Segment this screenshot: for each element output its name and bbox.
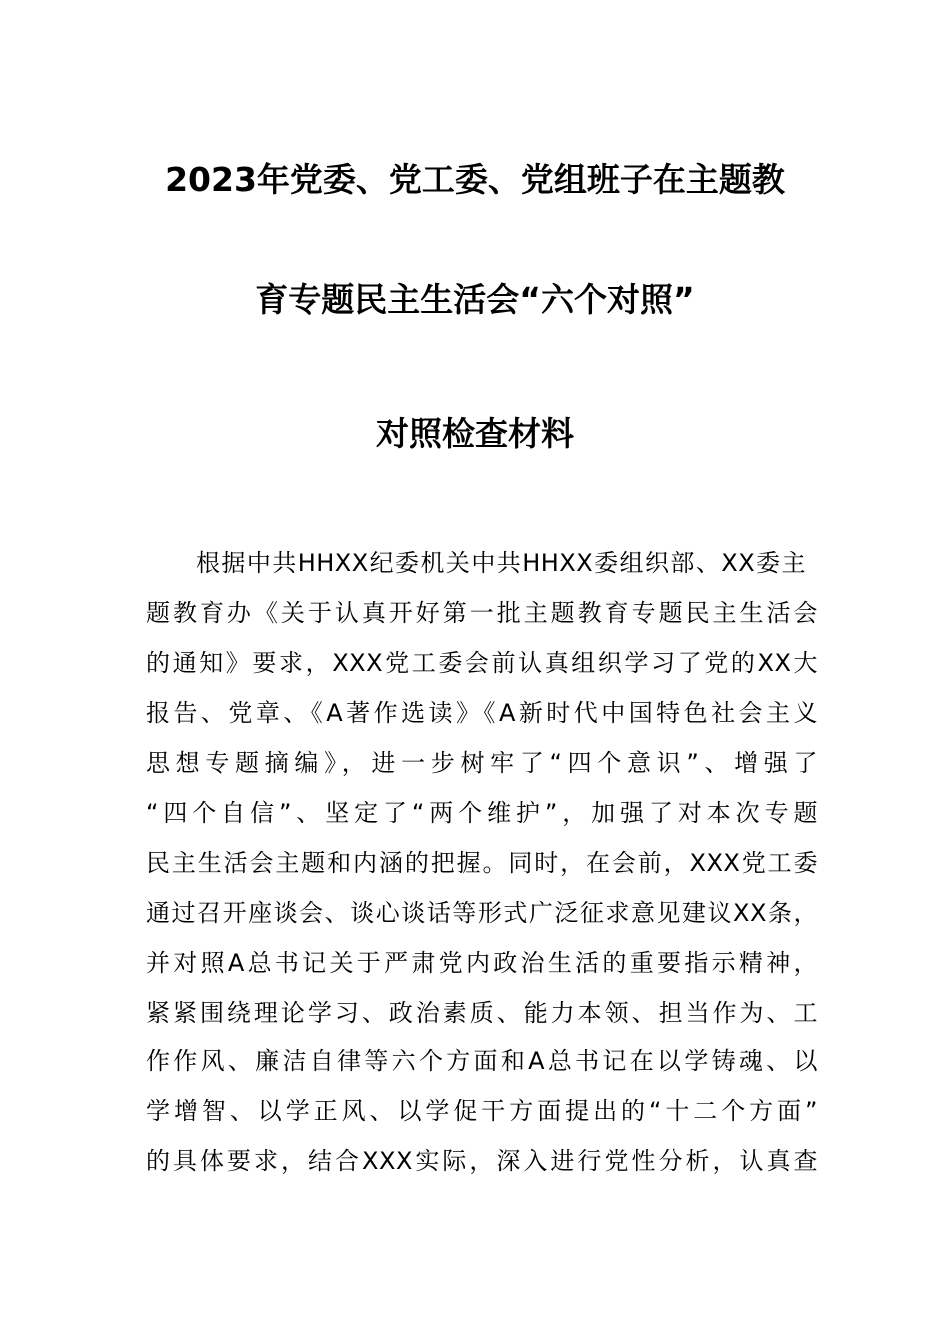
body-text-line: “四个自信”、坚定了“两个维护”，加强了对本次专题 [146,799,818,827]
body-text-line: 思想专题摘编》，进一步树牢了“四个意识”、增强了 [146,749,818,777]
body-text-line: 紧紧围绕理论学习、政治素质、能力本领、担当作为、工 [146,999,818,1027]
body-text-line: 作作风、廉洁自律等六个方面和A总书记在以学铸魂、以 [146,1047,818,1075]
body-text-line: 民主生活会主题和内涵的把握。同时，在会前，XXX党工委 [146,849,818,877]
body-text-line: 题教育办《关于认真开好第一批主题教育专题民主生活会 [146,599,818,627]
document-title-line-1: 2023年党委、党工委、党组班子在主题教 [165,160,785,199]
body-text-line: 并对照A总书记关于严肃党内政治生活的重要指示精神， [146,949,818,977]
body-text-line: 报告、党章、《A著作选读》《A新时代中国特色社会主义 [146,699,818,727]
body-text-line: 根据中共HHXX纪委机关中共HHXX委组织部、XX委主 [196,549,806,577]
body-text-line: 的通知》要求，XXX党工委会前认真组织学习了党的XX大 [146,649,818,677]
body-text-line: 通过召开座谈会、谈心谈话等形式广泛征求意见建议XX条， [146,899,818,927]
document-title-line-2: 育专题民主生活会“六个对照” [255,280,695,319]
body-text-line: 学增智、以学正风、以学促干方面提出的“十二个方面” [146,1097,818,1125]
document-title-line-3: 对照检查材料 [376,414,574,453]
body-text-line: 的具体要求，结合XXX实际，深入进行党性分析，认真查 [146,1147,818,1175]
